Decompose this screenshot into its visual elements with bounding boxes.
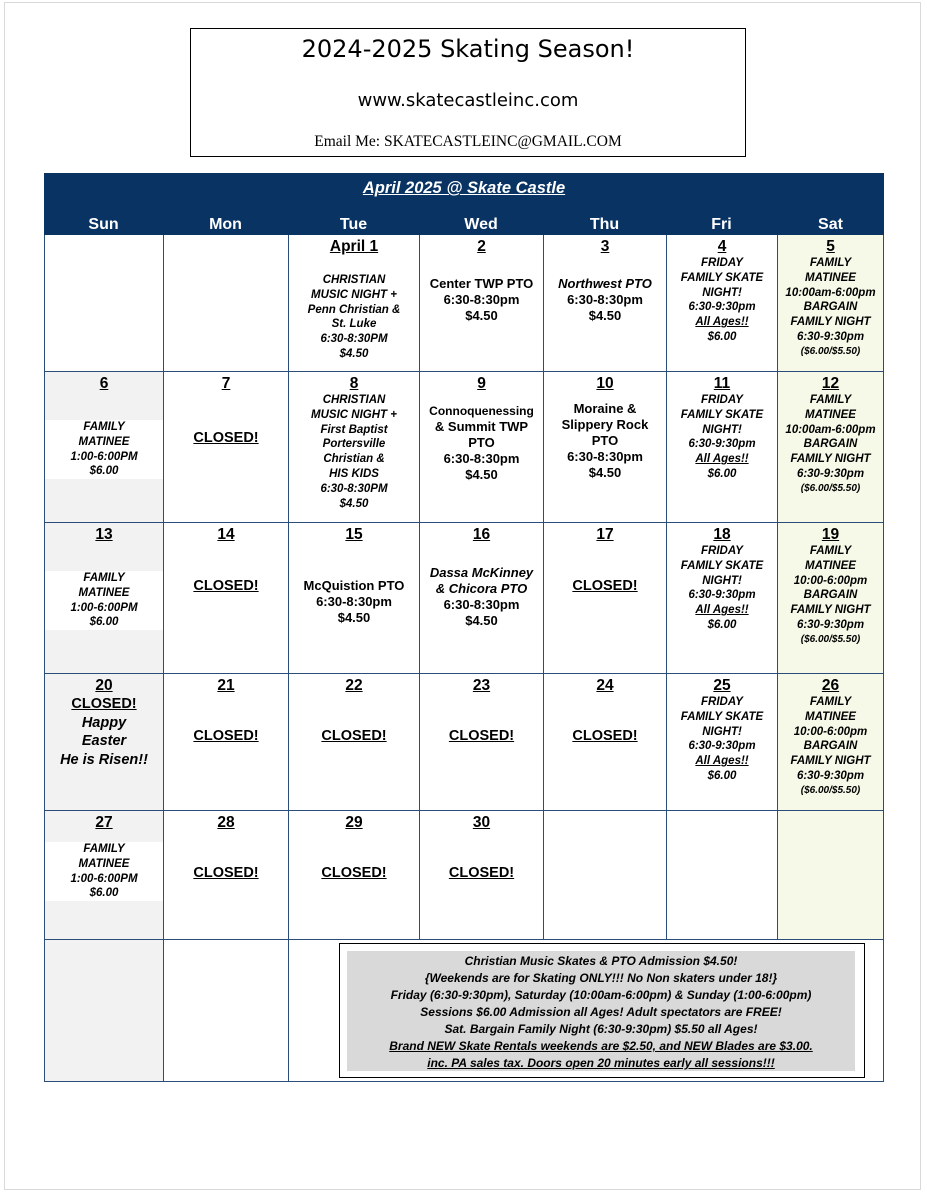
day-number: 25: [713, 677, 731, 694]
day-cell-29: [289, 811, 420, 940]
day-number: 21: [217, 677, 235, 694]
closed-label: CLOSED!: [193, 578, 259, 594]
event-info: CHRISTIAN MUSIC NIGHT + Penn Christian & St. Luke 6:30-8:30PM $4.50: [307, 274, 401, 360]
day-cell-23: [420, 674, 544, 811]
day-number: 4: [717, 238, 727, 255]
month-title: April 2025 @ Skate Castle: [362, 179, 566, 197]
event-info: Northwest PTO 6:30-8:30pm $4.50: [558, 276, 652, 323]
season-title: 2024-2025 Skating Season!: [301, 35, 635, 63]
day-cell-empty: [778, 811, 884, 940]
day-cell-1: [289, 235, 420, 372]
event-info: CLOSED! Happy Easter He is Risen!!: [60, 696, 148, 768]
event-info: FAMILY MATINEE 1:00-6:00PM $6.00: [45, 571, 163, 630]
day-cell-5: [778, 235, 884, 372]
day-cell-empty: [667, 811, 778, 940]
event-info: FAMILY MATINEE 10:00-6:00pm BARGAIN FAMILY NIGHT 6:30-9:30pm ($6.00/$5.50): [790, 696, 871, 796]
day-number: 18: [713, 526, 731, 543]
closed-label: CLOSED!: [321, 728, 387, 744]
day-cell-17: [544, 523, 667, 674]
day-number: 15: [345, 526, 363, 543]
day-cell-27: [44, 811, 164, 940]
event-info: Center TWP PTO 6:30-8:30pm $4.50: [429, 276, 534, 323]
closed-label: CLOSED!: [193, 728, 259, 744]
event-info: FAMILY MATINEE 1:00-6:00PM $6.00: [45, 842, 163, 901]
day-cell-26: [778, 674, 884, 811]
day-number: 2: [477, 238, 486, 255]
closed-label: CLOSED!: [448, 728, 515, 744]
event-info: FAMILY MATINEE 10:00-6:00pm BARGAIN FAMILY NIGHT 6:30-9:30pm ($6.00/$5.50): [790, 545, 871, 645]
day-number: 5: [826, 238, 835, 255]
day-cell-8: [289, 372, 420, 523]
day-number: 22: [345, 677, 363, 694]
day-cell-28: [164, 811, 289, 940]
event-info: FAMILY MATINEE 10:00am-6:00pm BARGAIN FAMILY NIGHT 6:30-9:30pm ($6.00/$5.50): [785, 394, 876, 494]
day-cell-2: [420, 235, 544, 372]
day-cell-16: [420, 523, 544, 674]
dow-thu: Thu: [589, 216, 620, 233]
closed-label: CLOSED!: [572, 578, 638, 594]
day-number: 27: [95, 814, 113, 831]
day-cell-19: [778, 523, 884, 674]
dow-sun: Sun: [88, 216, 119, 233]
notice-box: [339, 943, 865, 1078]
day-cell-10: [544, 372, 667, 523]
day-cell-9: [420, 372, 544, 523]
closed-label: CLOSED!: [193, 865, 259, 881]
day-number: 7: [221, 375, 231, 392]
website-url: www.skatecastleinc.com: [357, 90, 579, 111]
calendar-header: [44, 173, 884, 235]
day-cell-empty: [44, 940, 164, 1082]
day-cell-empty: [164, 940, 289, 1082]
day-number: 26: [821, 677, 840, 694]
event-info: FRIDAY FAMILY SKATE NIGHT! 6:30-9:30pm All Ages!! $6.00: [680, 257, 764, 343]
day-cell-13: [44, 523, 164, 674]
event-info: FAMILY MATINEE 1:00-6:00PM $6.00: [45, 420, 163, 479]
dow-sat: Sat: [818, 216, 843, 233]
dow-mon: Mon: [209, 216, 242, 233]
day-number: 12: [821, 375, 840, 392]
day-cell-22: [289, 674, 420, 811]
event-info: Connoquenessing & Summit TWP PTO 6:30-8:30pm $4.50: [429, 404, 534, 482]
closed-label: CLOSED!: [321, 865, 387, 881]
day-number: 19: [821, 526, 840, 543]
day-cell-18: [667, 523, 778, 674]
closed-label: CLOSED!: [448, 865, 515, 881]
day-number: 20: [95, 677, 113, 694]
event-info: FAMILY MATINEE 10:00am-6:00pm BARGAIN FAMILY NIGHT 6:30-9:30pm ($6.00/$5.50): [785, 257, 876, 357]
day-number: 24: [596, 677, 614, 694]
day-number: 14: [217, 526, 235, 543]
day-cell-20: [44, 674, 164, 811]
email-contact: Email Me: SKATECASTLEINC@GMAIL.COM: [314, 133, 622, 150]
dow-tue: Tue: [339, 216, 368, 233]
day-cell-empty: [164, 235, 289, 372]
event-info: FRIDAY FAMILY SKATE NIGHT! 6:30-9:30pm All Ages!! $6.00: [680, 394, 764, 480]
day-number: 13: [95, 526, 113, 543]
day-number: 30: [472, 814, 491, 831]
day-number: 28: [217, 814, 235, 831]
day-cell-12: [778, 372, 884, 523]
closed-label: CLOSED!: [572, 728, 638, 744]
day-number: 3: [600, 238, 610, 255]
day-cell-7: [164, 372, 289, 523]
day-cell-21: [164, 674, 289, 811]
day-number: 8: [349, 375, 359, 392]
day-cell-24: [544, 674, 667, 811]
day-number: 17: [596, 526, 614, 543]
day-number: April 1: [329, 238, 379, 255]
event-info: McQuistion PTO 6:30-8:30pm $4.50: [303, 578, 405, 625]
closed-label: CLOSED!: [193, 430, 259, 446]
day-cell-empty: [544, 811, 667, 940]
notice-text: Christian Music Skates & PTO Admission $4.50! {Weekends are for Skating ONLY!!! No Non skaters under 18!} Friday (6:30-9:30pm), Saturday (10:00am-6:00pm) & Sunday (1:00-6:00pm) Sessions $6.00 Admission all Ages! Adult spectators are FREE! Sat. Bargain Family Night (6:30-9:30pm) $5.50 all Ages! Brand NEW Skate Rentals weekends are $2.50, and NEW Blades are $3.00. inc. PA sales tax. Doors open 20 minutes early all sessions!!!: [347, 951, 855, 1071]
day-number: 6: [99, 375, 109, 392]
title-box: [190, 28, 746, 157]
day-cell-6: [44, 372, 164, 523]
day-number: 11: [713, 375, 731, 392]
event-info: FRIDAY FAMILY SKATE NIGHT! 6:30-9:30pm All Ages!! $6.00: [680, 545, 764, 631]
day-cell-30: [420, 811, 544, 940]
day-number: 29: [345, 814, 363, 831]
day-cell-3: [544, 235, 667, 372]
day-number: 16: [472, 526, 491, 543]
event-info: CHRISTIAN MUSIC NIGHT + First Baptist Portersville Christian & HIS KIDS 6:30-8:30PM $4.50: [311, 394, 397, 510]
dow-wed: Wed: [464, 216, 498, 233]
day-cell-25: [667, 674, 778, 811]
day-cell-15: [289, 523, 420, 674]
dow-fri: Fri: [711, 216, 732, 233]
day-cell-4: [667, 235, 778, 372]
event-info: Dassa McKinney & Chicora PTO 6:30-8:30pm $4.50: [429, 565, 534, 628]
event-info: FRIDAY FAMILY SKATE NIGHT! 6:30-9:30pm All Ages!! $6.00: [680, 696, 764, 782]
event-info: Moraine & Slippery Rock PTO 6:30-8:30pm $4.50: [561, 401, 649, 480]
day-number: 23: [472, 677, 491, 694]
day-cell-14: [164, 523, 289, 674]
day-cell-empty: [44, 235, 164, 372]
day-cell-11: [667, 372, 778, 523]
day-number: 10: [596, 375, 614, 392]
day-number: 9: [477, 375, 486, 392]
